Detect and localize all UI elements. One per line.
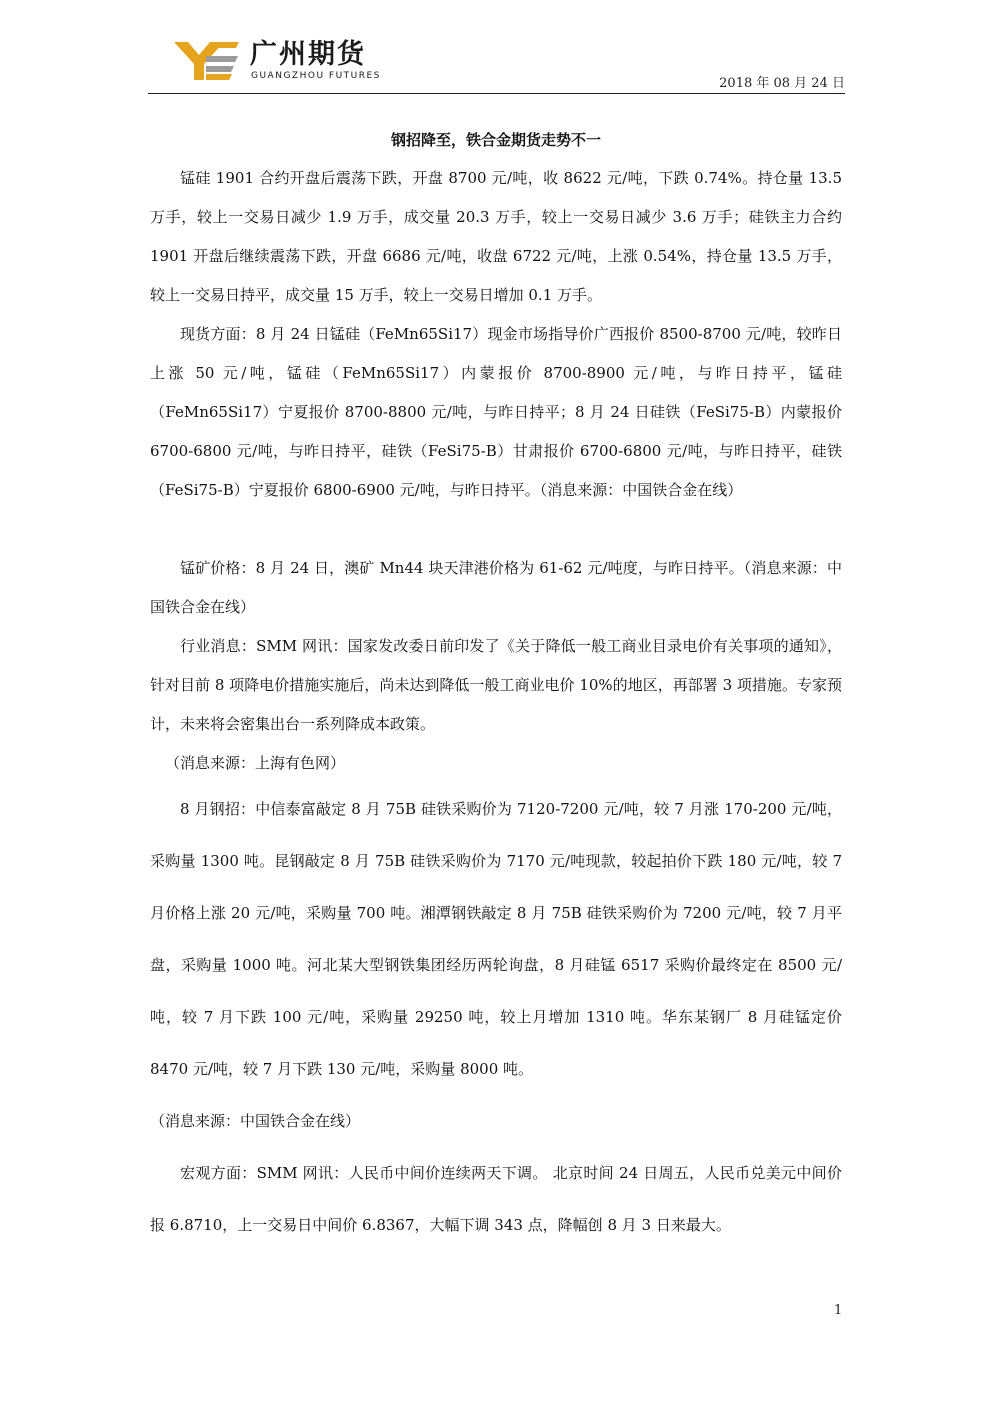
header-divider	[148, 93, 845, 94]
spot-market-paragraph: 现货方面：8 月 24 日锰硅（FeMn65Si17）现金市场指导价广西报价 8500-8700 元/吨，较昨日上涨 50 元/吨，锰硅（FeMn65Si17）内蒙报价 8700-8900 元/吨，与昨日持平，锰硅（FeMn65Si17）宁夏报价 8700-8800 元/吨，与昨日持平；8 月 24 日硅铁（FeSi75-B）内蒙报价 6700-6800 元/吨，与昨日持平，硅铁（FeSi75-B）甘肃报价 6700-6800 元/吨，与昨日持平，硅铁（FeSi75-B）宁夏报价 6800-6900 元/吨，与昨日持平。（消息来源：中国铁合金在线）	[150, 325, 842, 499]
industry-news-source: （消息来源：上海有色网）	[165, 754, 346, 772]
report-date: 2018 年 08 月 24 日	[719, 76, 845, 91]
company-logo	[172, 38, 381, 84]
brand-name-en: GUANGZHOU FUTURES	[251, 71, 381, 81]
futures-market-paragraph: 锰硅 1901 合约开盘后震荡下跌，开盘 8700 元/吨，收 8622 元/吨，下跌 0.74%。持仓量 13.5 万手，较上一交易日减少 1.9 万手，成交量 20.3 万手，较上一交易日减少 3.6 万手；硅铁主力合约 1901 开盘后继续震荡下跌，开盘 6686 元/吨，收盘 6722 元/吨，上涨 0.54%，持仓量 13.5 万手，较上一交易日持平，成交量 15 万手，较上一交易日增加 0.1 万手。	[150, 169, 842, 304]
page-number: 1	[834, 1303, 843, 1318]
macro-paragraph: 宏观方面：SMM 网讯：人民币中间价连续两天下调。 北京时间 24 日周五，人民币兑美元中间价报 6.8710，上一交易日中间价 6.8367，大幅下调 343 点，降幅创 8 月 3 日来最大。	[150, 1164, 842, 1234]
steel-tender-source: （消息来源：中国铁合金在线）	[150, 1112, 361, 1130]
steel-tender-paragraph: 8 月钢招：中信泰富敲定 8 月 75B 硅铁采购价为 7120-7200 元/吨，较 7 月涨 170-200 元/吨，采购量 1300 吨。昆钢敲定 8 月 75B 硅铁采购价为 7170 元/吨现款，较起拍价下跌 180 元/吨，较 7 月价格上涨 20 元/吨，采购量 700 吨。湘潭钢铁敲定 8 月 75B 硅铁采购价为 7200 元/吨，较 7 月平盘，采购量 1000 吨。河北某大型钢铁集团经历两轮询盘，8 月硅锰 6517 采购价最终定在 8500 元/吨，较 7 月下跌 100 元/吨，采购量 29250 吨，较上月增加 1310 吨。华东某钢厂 8 月硅锰定价 8470 元/吨，较 7 月下跌 130 元/吨，采购量 8000 吨。	[150, 800, 842, 1078]
article-title: 钢招降至，铁合金期货走势不一	[390, 131, 601, 149]
ye-logo-icon	[172, 40, 240, 82]
industry-news-paragraph: 行业消息：SMM 网讯：国家发改委日前印发了《关于降低一般工商业目录电价有关事项的通知》，针对目前 8 项降电价措施实施后，尚未达到降低一般工商业电价 10%的地区，再部署 3 项措施。专家预计，未来将会密集出台一系列降成本政策。	[150, 637, 842, 733]
brand-name-cn: 广州期货	[250, 39, 366, 70]
page-header	[148, 30, 845, 96]
manganese-ore-paragraph: 锰矿价格：8 月 24 日，澳矿 Mn44 块天津港价格为 61-62 元/吨度，与昨日持平。（消息来源：中国铁合金在线）	[150, 559, 842, 616]
